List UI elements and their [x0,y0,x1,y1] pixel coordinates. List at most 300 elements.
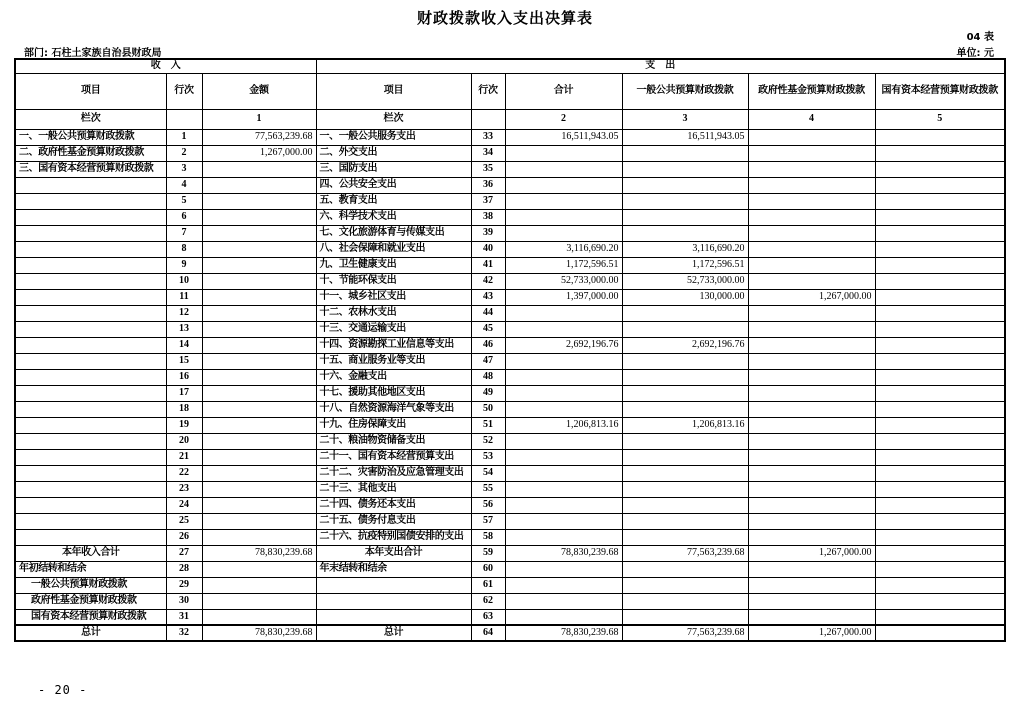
expense-total-cell: 78,830,239.68 [505,625,622,641]
department-label: 部门: 石柱土家族自治县财政局 [24,48,162,59]
income-item-cell [15,465,166,481]
expense-govfund-cell: 1,267,000.00 [748,625,875,641]
expense-line-cell: 55 [471,481,505,497]
expense-govfund-cell [748,449,875,465]
expense-govfund-cell [748,561,875,577]
expense-govfund-header: 政府性基金预算财政拨款 [748,73,875,109]
expense-general-cell [622,369,748,385]
expense-govfund-cell [748,401,875,417]
expense-total-cell [505,401,622,417]
income-line-cell: 15 [166,353,202,369]
income-amount-cell [202,513,316,529]
expense-total-cell [505,561,622,577]
expense-item-cell: 十七、援助其他地区支出 [316,385,471,401]
income-item-cell: 一、一般公共预算财政拨款 [15,129,166,145]
unit-label: 单位: 元 [956,48,994,59]
income-item-cell [15,417,166,433]
expense-item-cell: 三、国防支出 [316,161,471,177]
income-line-cell: 16 [166,369,202,385]
expense-govfund-cell [748,257,875,273]
income-amount-cell: 77,563,239.68 [202,129,316,145]
expense-item-header: 项目 [316,73,471,109]
expense-line-blank-cell [471,109,505,129]
expense-statecapital-cell [875,129,1005,145]
expense-statecapital-cell [875,481,1005,497]
expense-item-cell: 一、一般公共服务支出 [316,129,471,145]
expense-statecapital-cell [875,561,1005,577]
income-amount-cell [202,369,316,385]
expense-line-cell: 41 [471,257,505,273]
expense-statecapital-header: 国有资本经营预算财政拨款 [875,73,1005,109]
expense-item-cell: 四、公共安全支出 [316,177,471,193]
income-line-cell: 10 [166,273,202,289]
income-item-cell [15,449,166,465]
expense-line-cell: 51 [471,417,505,433]
income-amount-cell [202,529,316,545]
expense-govfund-cell [748,225,875,241]
table-row [15,433,1005,449]
expense-general-cell [622,609,748,625]
income-amount-cell [202,257,316,273]
expense-statecapital-cell [875,273,1005,289]
expense-general-header: 一般公共预算财政拨款 [622,73,748,109]
expense-general-cell: 130,000.00 [622,289,748,305]
expense-line-cell: 34 [471,145,505,161]
income-amount-cell [202,161,316,177]
expense-item-cell: 十一、城乡社区支出 [316,289,471,305]
expense-govfund-cell [748,609,875,625]
expense-total-cell [505,305,622,321]
table-row [15,337,1005,353]
expense-statecapital-cell [875,497,1005,513]
expense-total-cell [505,449,622,465]
expense-line-cell: 59 [471,545,505,561]
expense-statecapital-cell [875,433,1005,449]
expense-total-cell [505,593,622,609]
income-item-cell [15,321,166,337]
income-amount-cell [202,561,316,577]
income-lanci-cell: 栏次 [15,109,166,129]
expense-general-cell [622,449,748,465]
income-line-cell: 26 [166,529,202,545]
income-line-cell: 6 [166,209,202,225]
expense-general-cell [622,353,748,369]
income-amount-cell [202,193,316,209]
table-row [15,449,1005,465]
expense-line-cell: 44 [471,305,505,321]
income-item-cell [15,497,166,513]
expense-govfund-cell [748,305,875,321]
income-item-cell [15,353,166,369]
expense-item-cell: 年末结转和结余 [316,561,471,577]
expense-general-cell: 16,511,943.05 [622,129,748,145]
fiscal-table [14,58,1006,642]
expense-total-cell [505,513,622,529]
table-row [15,625,1005,641]
expense-total-cell [505,433,622,449]
income-item-cell: 总计 [15,625,166,641]
column-header-row [15,73,1005,109]
table-row [15,497,1005,513]
expense-govfund-cell [748,321,875,337]
expense-general-colnum: 3 [622,109,748,129]
income-amount-cell [202,321,316,337]
income-item-cell [15,337,166,353]
expense-line-cell: 47 [471,353,505,369]
expense-govfund-cell [748,273,875,289]
expense-item-cell: 本年支出合计 [316,545,471,561]
income-item-cell [15,273,166,289]
expense-govfund-cell [748,529,875,545]
expense-statecapital-cell [875,321,1005,337]
income-line-header: 行次 [166,73,202,109]
income-item-cell [15,513,166,529]
expense-item-cell: 二十一、国有资本经营预算支出 [316,449,471,465]
expense-line-cell: 56 [471,497,505,513]
expense-line-cell: 53 [471,449,505,465]
expense-total-cell: 1,397,000.00 [505,289,622,305]
expense-total-cell: 78,830,239.68 [505,545,622,561]
income-line-cell: 28 [166,561,202,577]
expense-general-cell [622,145,748,161]
income-line-cell: 2 [166,145,202,161]
expense-general-cell: 2,692,196.76 [622,337,748,353]
expense-line-cell: 45 [471,321,505,337]
expense-total-cell [505,161,622,177]
income-line-cell: 8 [166,241,202,257]
expense-statecapital-cell [875,465,1005,481]
expense-govfund-cell [748,481,875,497]
income-line-cell: 32 [166,625,202,641]
expense-govfund-cell [748,433,875,449]
expense-statecapital-cell [875,241,1005,257]
expense-general-cell [622,177,748,193]
income-item-cell: 年初结转和结余 [15,561,166,577]
expense-line-cell: 61 [471,577,505,593]
income-amount-cell: 78,830,239.68 [202,625,316,641]
expense-statecapital-cell [875,161,1005,177]
table-number: 04 表 [966,32,994,43]
expense-item-cell [316,593,471,609]
expense-item-cell: 十二、农林水支出 [316,305,471,321]
income-line-cell: 4 [166,177,202,193]
expense-total-cell [505,481,622,497]
expense-item-cell: 八、社会保障和就业支出 [316,241,471,257]
income-amount-cell [202,449,316,465]
income-line-cell: 18 [166,401,202,417]
income-line-cell: 19 [166,417,202,433]
expense-govfund-cell [748,209,875,225]
expense-section-header: 支 出 [316,59,1005,73]
expense-total-cell [505,145,622,161]
expense-govfund-cell: 1,267,000.00 [748,545,875,561]
income-amount-cell: 78,830,239.68 [202,545,316,561]
table-row [15,129,1005,145]
income-amount-cell [202,209,316,225]
income-item-header: 项目 [15,73,166,109]
expense-govfund-cell [748,337,875,353]
income-section-header: 收 入 [15,59,316,73]
income-amount-cell [202,177,316,193]
expense-general-cell [622,321,748,337]
expense-item-cell: 六、科学技术支出 [316,209,471,225]
column-number-row [15,109,1005,129]
expense-total-cell [505,177,622,193]
income-line-cell: 20 [166,433,202,449]
expense-total-cell [505,577,622,593]
income-item-cell [15,305,166,321]
income-item-cell [15,289,166,305]
income-line-cell: 21 [166,449,202,465]
table-row [15,481,1005,497]
expense-total-cell [505,497,622,513]
expense-total-cell: 1,172,596.51 [505,257,622,273]
table-body [15,129,1005,641]
expense-total-cell [505,321,622,337]
expense-item-cell: 二十五、债务付息支出 [316,513,471,529]
expense-statecapital-cell [875,625,1005,641]
income-item-cell: 二、政府性基金预算财政拨款 [15,145,166,161]
table-row [15,273,1005,289]
expense-total-cell [505,209,622,225]
expense-general-cell [622,433,748,449]
expense-general-cell [622,577,748,593]
expense-statecapital-cell [875,577,1005,593]
expense-statecapital-cell [875,177,1005,193]
expense-line-cell: 46 [471,337,505,353]
expense-statecapital-cell [875,289,1005,305]
income-item-cell [15,241,166,257]
expense-line-cell: 42 [471,273,505,289]
expense-statecapital-cell [875,401,1005,417]
expense-govfund-cell [748,241,875,257]
income-line-cell: 17 [166,385,202,401]
expense-total-cell [505,609,622,625]
table-row [15,385,1005,401]
expense-total-cell [505,529,622,545]
expense-line-cell: 36 [471,177,505,193]
income-line-cell: 25 [166,513,202,529]
income-item-cell [15,385,166,401]
expense-line-cell: 62 [471,593,505,609]
expense-general-cell [622,209,748,225]
expense-item-cell: 二十六、抗疫特别国债安排的支出 [316,529,471,545]
table-row [15,369,1005,385]
income-line-cell: 22 [166,465,202,481]
table-row [15,145,1005,161]
expense-govfund-cell [748,577,875,593]
income-item-cell [15,177,166,193]
table-row [15,545,1005,561]
expense-item-cell [316,577,471,593]
expense-total-cell: 16,511,943.05 [505,129,622,145]
expense-item-cell: 五、教育支出 [316,193,471,209]
expense-line-cell: 58 [471,529,505,545]
expense-line-cell: 39 [471,225,505,241]
income-line-cell: 30 [166,593,202,609]
income-line-cell: 29 [166,577,202,593]
expense-total-cell: 2,692,196.76 [505,337,622,353]
income-line-cell: 3 [166,161,202,177]
income-line-cell: 27 [166,545,202,561]
expense-line-cell: 60 [471,561,505,577]
table-row [15,257,1005,273]
expense-statecapital-cell [875,513,1005,529]
expense-total-cell [505,353,622,369]
income-item-cell [15,401,166,417]
table-row [15,289,1005,305]
table-row [15,209,1005,225]
expense-lanci-cell: 栏次 [316,109,471,129]
expense-govfund-cell [748,385,875,401]
expense-general-cell [622,465,748,481]
income-amount-cell [202,433,316,449]
income-amount-cell [202,465,316,481]
expense-general-cell: 1,172,596.51 [622,257,748,273]
expense-item-cell [316,609,471,625]
table-row [15,161,1005,177]
expense-line-cell: 40 [471,241,505,257]
expense-total-cell [505,225,622,241]
income-line-cell: 7 [166,225,202,241]
income-item-cell: 政府性基金预算财政拨款 [15,593,166,609]
expense-statecapital-cell [875,305,1005,321]
income-amount-cell [202,305,316,321]
expense-general-cell [622,305,748,321]
income-item-cell: 一般公共预算财政拨款 [15,577,166,593]
expense-general-cell [622,385,748,401]
expense-statecapital-cell [875,369,1005,385]
table-row [15,529,1005,545]
table-row [15,305,1005,321]
income-amount-colnum: 1 [202,109,316,129]
income-amount-header: 金额 [202,73,316,109]
income-item-cell [15,193,166,209]
expense-line-cell: 35 [471,161,505,177]
income-line-blank-cell [166,109,202,129]
page-title: 财政拨款收入支出决算表 [416,9,593,27]
expense-statecapital-cell [875,385,1005,401]
table-row [15,193,1005,209]
expense-total-cell: 3,116,690.20 [505,241,622,257]
expense-item-cell: 十六、金融支出 [316,369,471,385]
expense-item-cell: 七、文化旅游体育与传媒支出 [316,225,471,241]
expense-line-cell: 54 [471,465,505,481]
expense-statecapital-cell [875,529,1005,545]
expense-line-cell: 63 [471,609,505,625]
table-row [15,177,1005,193]
expense-govfund-cell [748,593,875,609]
income-line-cell: 13 [166,321,202,337]
table-row [15,401,1005,417]
expense-line-cell: 38 [471,209,505,225]
income-line-cell: 1 [166,129,202,145]
expense-general-cell [622,561,748,577]
expense-item-cell: 十三、交通运输支出 [316,321,471,337]
expense-govfund-cell [748,513,875,529]
expense-line-cell: 43 [471,289,505,305]
page-number: - 20 - [38,683,88,697]
income-amount-cell [202,401,316,417]
income-item-cell: 本年收入合计 [15,545,166,561]
expense-total-header: 合计 [505,73,622,109]
expense-govfund-cell [748,369,875,385]
expense-general-cell [622,193,748,209]
expense-line-cell: 49 [471,385,505,401]
expense-statecapital-cell [875,417,1005,433]
table-row [15,593,1005,609]
expense-line-cell: 33 [471,129,505,145]
expense-line-cell: 48 [471,369,505,385]
income-item-cell: 国有资本经营预算财政拨款 [15,609,166,625]
expense-govfund-cell [748,129,875,145]
expense-item-cell: 二十四、债务还本支出 [316,497,471,513]
expense-govfund-cell [748,465,875,481]
expense-general-cell [622,225,748,241]
expense-line-cell: 52 [471,433,505,449]
income-line-cell: 12 [166,305,202,321]
expense-line-header: 行次 [471,73,505,109]
expense-item-cell: 二十三、其他支出 [316,481,471,497]
expense-item-cell: 十、节能环保支出 [316,273,471,289]
income-line-cell: 5 [166,193,202,209]
expense-total-cell: 52,733,000.00 [505,273,622,289]
expense-statecapital-cell [875,257,1005,273]
income-line-cell: 9 [166,257,202,273]
expense-total-cell [505,193,622,209]
expense-general-cell: 1,206,813.16 [622,417,748,433]
expense-general-cell [622,481,748,497]
income-line-cell: 14 [166,337,202,353]
expense-line-cell: 37 [471,193,505,209]
expense-item-cell: 九、卫生健康支出 [316,257,471,273]
expense-general-cell: 3,116,690.20 [622,241,748,257]
expense-govfund-cell [748,353,875,369]
income-amount-cell [202,417,316,433]
expense-total-cell: 1,206,813.16 [505,417,622,433]
income-amount-cell [202,481,316,497]
expense-total-cell [505,369,622,385]
expense-general-cell: 77,563,239.68 [622,625,748,641]
expense-statecapital-cell [875,337,1005,353]
table-row [15,321,1005,337]
table-row [15,353,1005,369]
expense-statecapital-cell [875,193,1005,209]
income-line-cell: 24 [166,497,202,513]
expense-statecapital-cell [875,449,1005,465]
expense-general-cell [622,513,748,529]
income-item-cell [15,225,166,241]
income-line-cell: 11 [166,289,202,305]
expense-general-cell: 77,563,239.68 [622,545,748,561]
expense-govfund-cell [748,417,875,433]
expense-statecapital-cell [875,593,1005,609]
expense-govfund-cell [748,497,875,513]
income-line-cell: 23 [166,481,202,497]
income-amount-cell [202,577,316,593]
expense-statecapital-cell [875,609,1005,625]
income-item-cell [15,209,166,225]
expense-total-cell [505,465,622,481]
expense-govfund-cell [748,177,875,193]
income-item-cell [15,481,166,497]
table-row [15,241,1005,257]
expense-statecapital-cell [875,145,1005,161]
expense-statecapital-cell [875,545,1005,561]
expense-general-cell [622,401,748,417]
table-head [15,59,1005,129]
expense-general-cell [622,593,748,609]
